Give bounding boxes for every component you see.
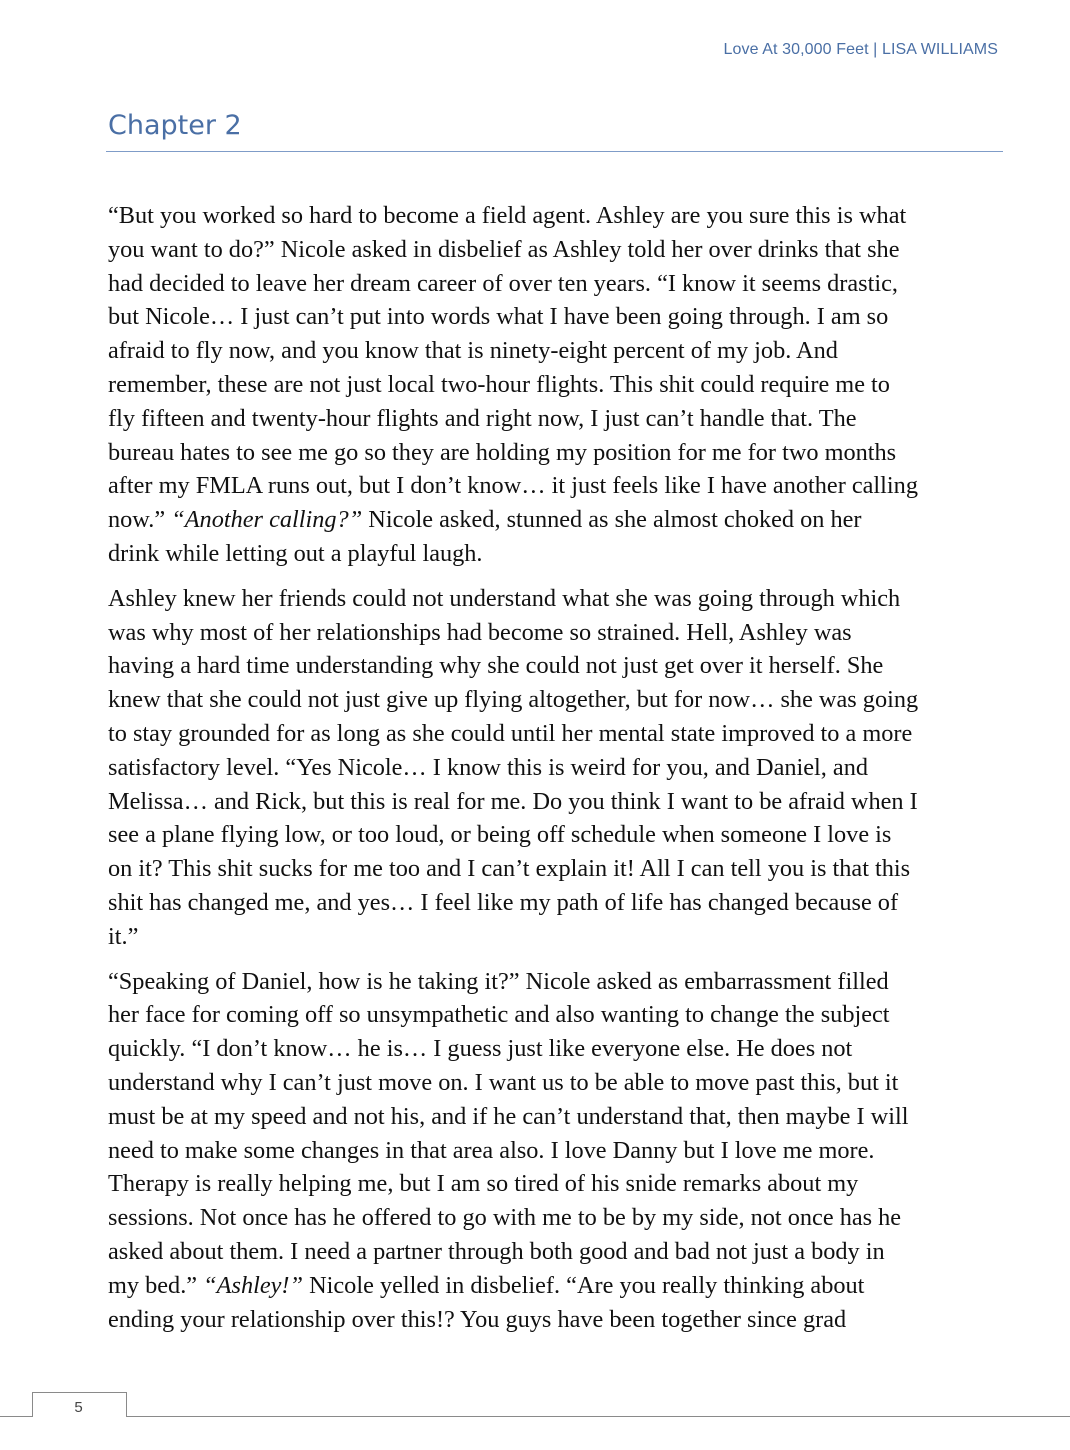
text-run: was why most of her relationships had become so strained. Hell, Ashley was — [108, 618, 852, 646]
text-run: “Speaking of Daniel, how is he taking it?” Nicole asked as embarrassment filled — [108, 967, 889, 995]
text-run: see a plane flying low, or too loud, or being off schedule when someone I love is — [108, 821, 892, 849]
text-line — [108, 852, 1008, 886]
text-run: Therapy is really helping me, but I am so tired of his snide remarks about my — [108, 1170, 859, 1198]
text-run: afraid to fly now, and you know that is ninety-eight percent of my job. And — [108, 337, 838, 365]
text-run: her face for coming off so unsympathetic and also wanting to change the subject — [108, 1001, 890, 1029]
text-run: drink while letting out a playful laugh. — [108, 539, 483, 567]
chapter-body — [108, 199, 1008, 1347]
text-line — [108, 616, 1008, 650]
text-run: had decided to leave her dream career of over ten years. “I know it seems drastic, — [108, 269, 898, 297]
text-run: Nicole asked, stunned as she almost choked on her — [362, 506, 862, 534]
text-run: to stay grounded for as long as she could until her mental state improved to a more — [108, 719, 913, 747]
text-line — [108, 965, 1008, 999]
text-line — [108, 537, 1008, 571]
running-header: Love At 30,000 Feet | LISA WILLIAMS — [723, 41, 998, 58]
paragraph — [108, 199, 1008, 571]
text-run: Nicole yelled in disbelief. “Are you really thinking about — [303, 1271, 865, 1299]
text-line — [108, 267, 1008, 301]
text-line — [108, 582, 1008, 616]
text-line — [108, 717, 1008, 751]
text-line — [108, 1303, 1008, 1337]
text-line — [108, 199, 1008, 233]
italic-dialogue: “Ashley!” — [203, 1271, 304, 1299]
text-line — [108, 334, 1008, 368]
text-line — [108, 1066, 1008, 1100]
text-run: after my FMLA runs out, but I don’t know… it just feels like I have another calling — [108, 472, 918, 500]
text-run: Melissa… and Rick, but this is real for me. Do you think I want to be afraid when I — [108, 787, 918, 815]
text-line — [108, 1032, 1008, 1066]
text-line — [108, 886, 1008, 920]
text-line — [108, 469, 1008, 503]
footer-rule — [0, 1416, 1070, 1417]
text-run: Ashley knew her friends could not understand what she was going through which — [108, 584, 901, 612]
text-run: fly fifteen and twenty-hour flights and right now, I just can’t handle that. The — [108, 404, 857, 432]
text-line — [108, 998, 1008, 1032]
text-line — [108, 1269, 1008, 1303]
text-run: my bed.” — [108, 1271, 204, 1299]
text-run: need to make some changes in that area also. I love Danny but I love me more. — [108, 1136, 875, 1164]
chapter-title-rule — [106, 151, 1003, 152]
page-number: 5 — [74, 1399, 83, 1416]
text-run: bureau hates to see me go so they are holding my position for me for two months — [108, 438, 897, 466]
text-run: having a hard time understanding why she could not just get over it herself. She — [108, 652, 884, 680]
text-line — [108, 233, 1008, 267]
text-run: shit has changed me, and yes… I feel like my path of life has changed because of — [108, 888, 899, 916]
text-run: remember, these are not just local two-hour flights. This shit could require me to — [108, 370, 890, 398]
paragraph — [108, 965, 1008, 1337]
text-run: ending your relationship over this!? You guys have been together since grad — [108, 1305, 847, 1333]
text-line — [108, 300, 1008, 334]
text-line — [108, 503, 1008, 537]
text-line — [108, 436, 1008, 470]
text-line — [108, 1167, 1008, 1201]
text-line — [108, 368, 1008, 402]
paragraph — [108, 582, 1008, 954]
text-run: you want to do?” Nicole asked in disbelief as Ashley told her over drinks that she — [108, 235, 900, 263]
text-line — [108, 785, 1008, 819]
chapter-title: Chapter 2 — [108, 110, 242, 141]
text-run: understand why I can’t just move on. I want us to be able to move past this, but it — [108, 1068, 899, 1096]
text-line — [108, 649, 1008, 683]
text-line — [108, 402, 1008, 436]
text-run: must be at my speed and not his, and if he can’t understand that, then maybe I will — [108, 1102, 909, 1130]
text-run: “But you worked so hard to become a field agent. Ashley are you sure this is what — [108, 202, 907, 229]
text-run: quickly. “I don’t know… he is… I guess just like everyone else. He does not — [108, 1035, 853, 1063]
text-line — [108, 683, 1008, 717]
text-line — [108, 920, 1008, 954]
italic-dialogue: “Another calling?” — [171, 506, 363, 534]
text-run: asked about them. I need a partner through both good and bad not just a body in — [108, 1237, 885, 1265]
text-run: now.” — [108, 506, 172, 534]
text-line — [108, 1134, 1008, 1168]
text-line — [108, 1201, 1008, 1235]
text-line — [108, 751, 1008, 785]
text-line — [108, 1100, 1008, 1134]
text-line — [108, 818, 1008, 852]
text-run: knew that she could not just give up flying altogether, but for now… she was going — [108, 686, 919, 714]
text-run: on it? This shit sucks for me too and I can’t explain it! All I can tell you is that this — [108, 855, 911, 883]
text-run: it.” — [108, 922, 139, 950]
text-run: satisfactory level. “Yes Nicole… I know this is weird for you, and Daniel, and — [108, 753, 869, 781]
text-line — [108, 1235, 1008, 1269]
text-run: but Nicole… I just can’t put into words what I have been going through. I am so — [108, 303, 889, 331]
text-run: sessions. Not once has he offered to go with me to be by my side, not once has he — [108, 1204, 902, 1232]
